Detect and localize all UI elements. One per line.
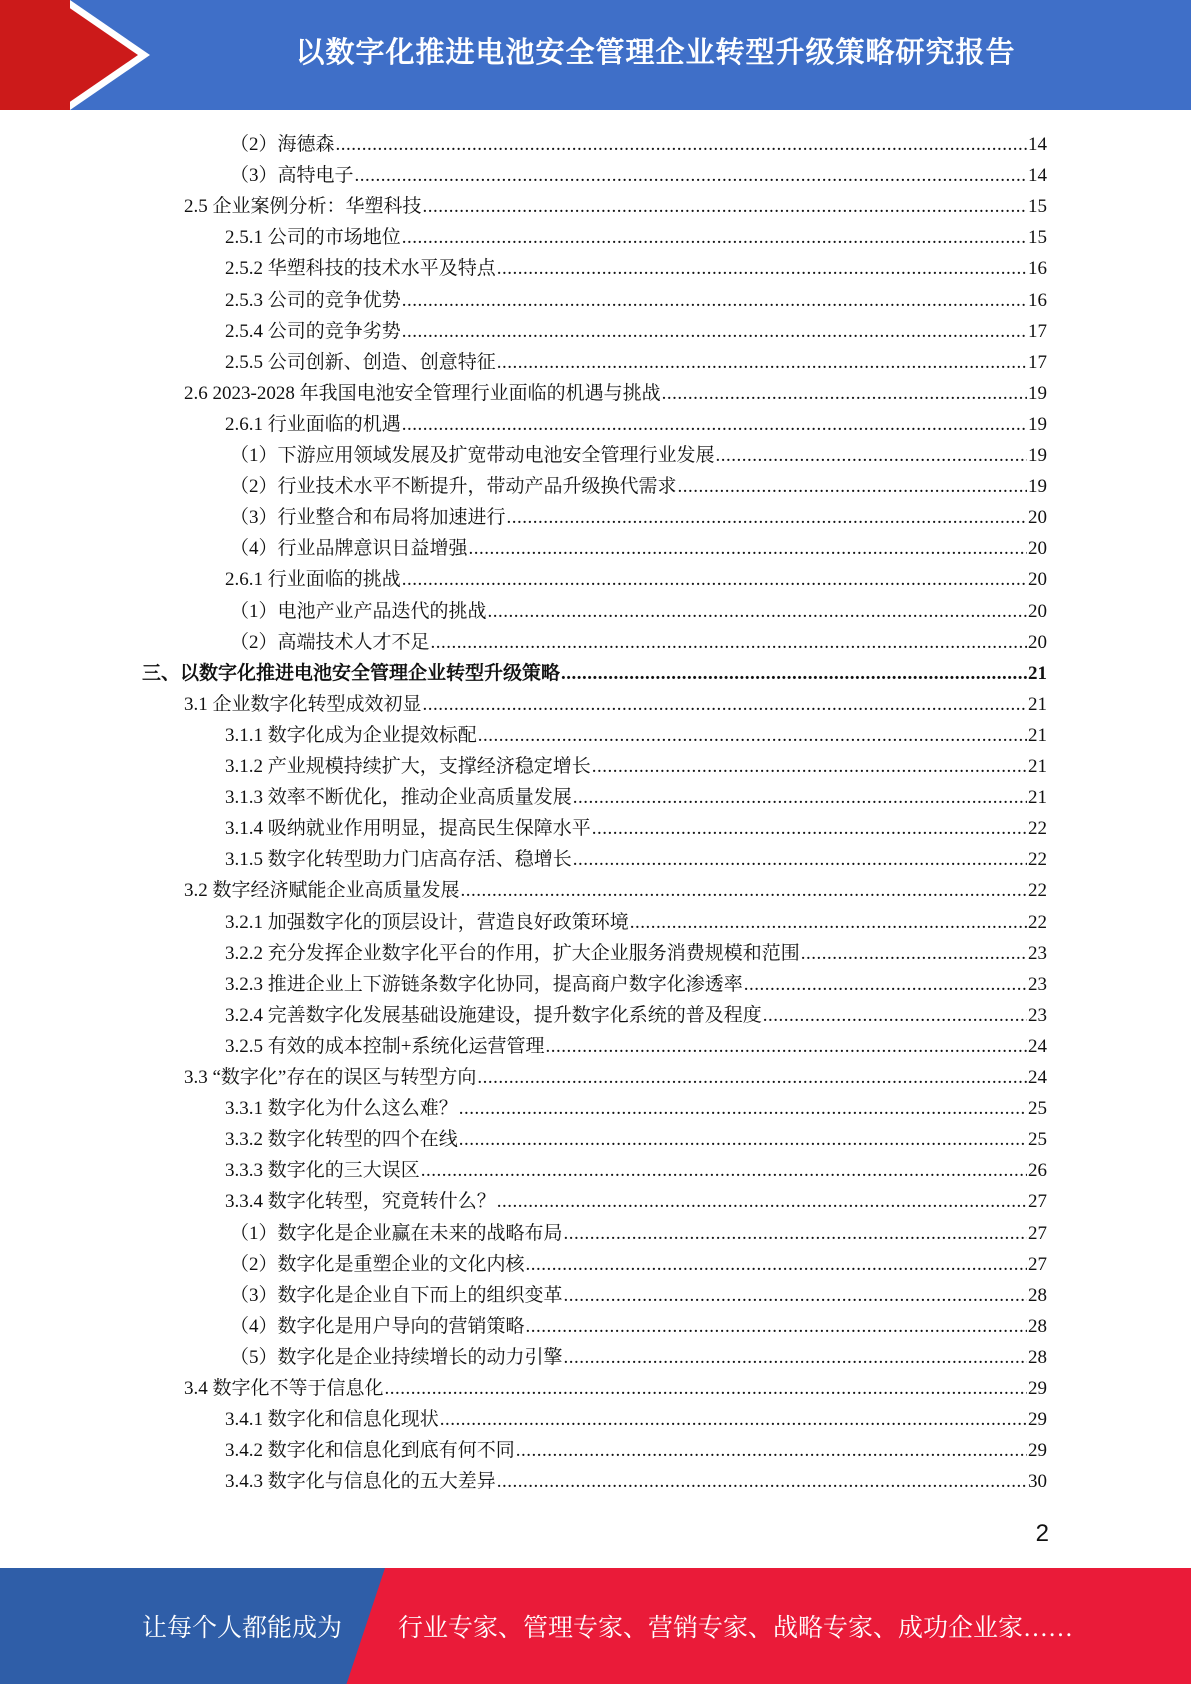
toc-entry-title: 2.5.4 公司的竞争劣势	[225, 320, 401, 342]
toc-entry-page: 28	[1028, 1346, 1047, 1368]
toc-entry[interactable]	[225, 313, 1047, 344]
toc-entry-title: 2.5 企业案例分析：华塑科技	[184, 196, 422, 218]
toc-entry-page: 14	[1028, 165, 1047, 187]
toc-entry[interactable]	[184, 1370, 1047, 1401]
toc-entry-title: 2.5.2 华塑科技的技术水平及特点	[225, 258, 496, 280]
toc-entry-title: （2）行业技术水平不断提升，带动产品升级换代需求	[230, 476, 677, 498]
toc-entry[interactable]	[230, 157, 1047, 188]
toc-entry-title: （1）数字化是企业赢在未来的战略布局	[230, 1222, 563, 1244]
toc-entry-title: （4）行业品牌意识日益增强	[230, 538, 468, 560]
toc-entry[interactable]	[230, 593, 1047, 624]
toc-entry-title: （2）高端技术人才不足	[230, 631, 430, 653]
toc-entry[interactable]	[225, 966, 1047, 997]
toc-entry-page: 20	[1028, 569, 1047, 591]
toc-entry[interactable]	[184, 375, 1047, 406]
toc-entry-page: 25	[1028, 1129, 1047, 1151]
toc-dot-leader	[459, 1128, 1027, 1152]
toc-entry-page: 27	[1028, 1222, 1047, 1244]
toc-entry[interactable]	[230, 499, 1047, 530]
toc-entry-page: 19	[1028, 413, 1047, 435]
toc-entry-page: 30	[1028, 1471, 1047, 1493]
toc-dot-leader	[497, 351, 1027, 375]
toc-dot-leader	[564, 1346, 1027, 1370]
toc-entry-page: 16	[1028, 289, 1047, 311]
toc-entry[interactable]	[184, 686, 1047, 717]
toc-dot-leader	[440, 1408, 1027, 1432]
toc-dot-leader	[564, 1222, 1027, 1246]
toc-entry[interactable]	[230, 468, 1047, 499]
toc-entry-page: 23	[1028, 942, 1047, 964]
toc-entry-title: （4）数字化是用户导向的营销策略	[230, 1315, 525, 1337]
toc-entry-title: 3.1.5 数字化转型助力门店高存活、稳增长	[225, 849, 572, 871]
toc-dot-leader	[477, 1066, 1027, 1090]
toc-dot-leader	[478, 724, 1027, 748]
toc-entry[interactable]	[230, 530, 1047, 561]
toc-entry-page: 21	[1028, 662, 1047, 684]
toc-entry-title: 3.3.1 数字化为什么这么难？	[225, 1098, 458, 1120]
toc-dot-leader	[497, 1190, 1027, 1214]
toc-entry-page: 19	[1028, 476, 1047, 498]
toc-entry-title: 3.2.1 加强数字化的顶层设计，营造良好政策环境	[225, 911, 629, 933]
toc-dot-leader	[488, 600, 1027, 624]
header-red-chevron	[58, 0, 138, 110]
toc-entry-title: （1）电池产业产品迭代的挑战	[230, 600, 487, 622]
toc-entry-title: 3.1.2 产业规模持续扩大，支撑经济稳定增长	[225, 756, 591, 777]
toc-entry-page: 20	[1028, 538, 1047, 560]
toc-entry-title: 3.2.4 完善数字化发展基础设施建设，提升数字化系统的普及程度	[225, 1004, 762, 1026]
toc-dot-leader	[431, 631, 1027, 655]
toc-dot-leader	[402, 289, 1027, 313]
report-title: 以数字化推进电池安全管理企业转型升级策略研究报告	[295, 34, 1016, 69]
toc-entry-title: 3.4 数字化不等于信息化	[184, 1378, 384, 1399]
toc-entry-title: 3.1 企业数字化转型成效初显	[184, 693, 422, 715]
toc-dot-leader	[516, 1439, 1027, 1463]
toc-entry[interactable]	[225, 779, 1047, 810]
toc-entry-page: 20	[1028, 631, 1047, 653]
toc-entry-title: 2.6.1 行业面临的挑战	[225, 569, 401, 591]
toc-entry[interactable]	[225, 1463, 1047, 1494]
toc-entry-page: 29	[1028, 1409, 1047, 1431]
toc-entry[interactable]	[230, 1277, 1047, 1308]
toc-entry-title: 3.3.4 数字化转型，究竟转什么？	[225, 1191, 496, 1213]
toc-entry[interactable]	[225, 904, 1047, 935]
toc-entry[interactable]	[230, 126, 1047, 157]
toc-dot-leader	[507, 506, 1027, 530]
toc-dot-leader	[355, 164, 1027, 188]
toc-entry-title: 2.5.5 公司创新、创造、创意特征	[225, 351, 496, 373]
toc-dot-leader	[336, 133, 1027, 157]
toc-dot-leader	[801, 942, 1027, 966]
toc-entry[interactable]	[184, 188, 1047, 219]
toc-entry-title: 3.2.3 推进企业上下游链条数字化协同，提高商户数字化渗透率	[225, 973, 743, 995]
toc-entry[interactable]	[225, 1121, 1047, 1152]
toc-entry[interactable]	[142, 655, 1047, 686]
toc-entry-title: 3.4.1 数字化和信息化现状	[225, 1409, 439, 1431]
toc-dot-leader	[461, 879, 1027, 903]
toc-entry-page: 23	[1028, 1004, 1047, 1026]
toc-dot-leader	[630, 911, 1027, 935]
toc-dot-leader	[497, 257, 1027, 281]
toc-entry-page: 28	[1028, 1284, 1047, 1306]
toc-entry[interactable]	[225, 1152, 1047, 1183]
toc-entry-title: 2.5.1 公司的市场地位	[225, 227, 401, 249]
toc-dot-leader	[716, 444, 1027, 468]
toc-dot-leader	[561, 662, 1027, 686]
toc-dot-leader	[423, 195, 1027, 219]
toc-entry-page: 22	[1028, 911, 1047, 933]
toc-entry-title: 3.3.3 数字化的三大误区	[225, 1160, 420, 1182]
toc-dot-leader	[662, 382, 1027, 406]
toc-entry-title: 3.1.3 效率不断优化，推动企业高质量发展	[225, 787, 572, 809]
toc-entry[interactable]	[225, 748, 1047, 779]
toc-entry-page: 15	[1028, 196, 1047, 218]
toc-entry[interactable]	[225, 997, 1047, 1028]
toc-entry[interactable]	[230, 1308, 1047, 1339]
toc-entry-title: 3.1.1 数字化成为企业提效标配	[225, 724, 477, 746]
toc-dot-leader	[402, 568, 1027, 592]
toc-entry[interactable]	[230, 1339, 1047, 1370]
toc-dot-leader	[744, 973, 1027, 997]
toc-entry-page: 19	[1028, 445, 1047, 466]
toc-entry[interactable]	[225, 219, 1047, 250]
page-number: 2	[1035, 1520, 1049, 1547]
toc-entry[interactable]	[225, 406, 1047, 437]
toc-dot-leader	[526, 1315, 1027, 1339]
toc-dot-leader	[526, 1253, 1027, 1277]
toc-entry-page: 24	[1028, 1035, 1047, 1057]
toc-entry-title: 2.6 2023-2028 年我国电池安全管理行业面临的机遇与挑战	[184, 382, 661, 404]
toc-entry-title: 3.4.3 数字化与信息化的五大差异	[225, 1471, 496, 1493]
toc-entry-title: 3.2 数字经济赋能企业高质量发展	[184, 880, 460, 902]
toc-entry[interactable]	[225, 841, 1047, 872]
toc-entry[interactable]	[230, 1215, 1047, 1246]
toc-dot-leader	[402, 226, 1027, 250]
toc-entry[interactable]	[225, 1090, 1047, 1121]
toc-entry[interactable]	[230, 624, 1047, 655]
toc-entry[interactable]	[225, 250, 1047, 281]
toc-entry-page: 22	[1028, 849, 1047, 871]
toc-dot-leader	[402, 413, 1027, 437]
toc-entry-title: （3）数字化是企业自下而上的组织变革	[230, 1284, 563, 1306]
toc-dot-leader	[402, 320, 1027, 344]
toc-dot-leader	[592, 755, 1027, 779]
toc-entry[interactable]	[184, 872, 1047, 903]
page-footer	[0, 1568, 1191, 1684]
toc-dot-leader	[573, 786, 1027, 810]
toc-entry-title: 3.2.5 有效的成本控制+系统化运营管理	[225, 1035, 545, 1057]
toc-entry-page: 26	[1028, 1160, 1047, 1182]
toc-dot-leader	[545, 1035, 1027, 1059]
toc-dot-leader	[564, 1284, 1027, 1308]
toc-entry-page: 27	[1028, 1191, 1047, 1213]
footer-slogan-left: 让每个人都能成为	[142, 1615, 343, 1642]
toc-entry-title: 3.2.2 充分发挥企业数字化平台的作用，扩大企业服务消费规模和范围	[225, 942, 800, 964]
toc-entry-title: （3）高特电子	[230, 165, 354, 187]
toc-entry[interactable]	[230, 437, 1047, 468]
page-header	[0, 0, 1191, 110]
toc-dot-leader	[385, 1377, 1027, 1401]
toc-entry-page: 27	[1028, 1253, 1047, 1275]
toc-entry[interactable]	[225, 1028, 1047, 1059]
toc-dot-leader	[459, 1097, 1027, 1121]
toc-entry-page: 15	[1028, 227, 1047, 249]
toc-entry-page: 14	[1028, 134, 1047, 155]
toc-entry-page: 29	[1028, 1440, 1047, 1462]
toc-dot-leader	[592, 817, 1027, 841]
toc-entry[interactable]	[225, 282, 1047, 313]
toc-entry-page: 16	[1028, 258, 1047, 280]
toc-entry-title: 3.3.2 数字化转型的四个在线	[225, 1129, 458, 1151]
toc-entry[interactable]	[225, 810, 1047, 841]
toc-entry-page: 22	[1028, 880, 1047, 902]
toc-entry-page: 17	[1028, 351, 1047, 373]
toc-entry-title: 3.3 “数字化”存在的误区与转型方向	[184, 1067, 477, 1088]
toc-entry-title: （5）数字化是企业持续增长的动力引擎	[230, 1346, 563, 1368]
toc-entry-page: 22	[1028, 818, 1047, 840]
toc-entry-page: 23	[1028, 973, 1047, 995]
toc-entry-page: 19	[1028, 382, 1047, 404]
toc-entry-page: 21	[1028, 756, 1047, 777]
toc-dot-leader	[678, 475, 1027, 499]
toc-dot-leader	[763, 1004, 1027, 1028]
toc-entry[interactable]	[184, 1059, 1047, 1090]
toc-entry-page: 20	[1028, 600, 1047, 622]
toc-entry-page: 29	[1028, 1378, 1047, 1399]
toc-entry-page: 28	[1028, 1315, 1047, 1337]
toc-entry-title: 3.4.2 数字化和信息化到底有何不同	[225, 1440, 515, 1462]
toc-entry[interactable]	[230, 1246, 1047, 1277]
toc-entry-title: （2）数字化是重塑企业的文化内核	[230, 1253, 525, 1275]
toc-entry[interactable]	[225, 935, 1047, 966]
toc-entry-page: 20	[1028, 507, 1047, 529]
footer-slogan-right: 行业专家、管理专家、营销专家、战略专家、成功企业家……	[398, 1615, 1074, 1642]
toc-entry-title: （1）下游应用领域发展及扩宽带动电池安全管理行业发展	[230, 445, 715, 466]
toc-entry-page: 21	[1028, 693, 1047, 715]
toc-entry-page: 17	[1028, 320, 1047, 342]
toc-entry[interactable]	[225, 717, 1047, 748]
toc-entry[interactable]	[225, 1401, 1047, 1432]
toc-dot-leader	[573, 848, 1027, 872]
toc-dot-leader	[423, 693, 1027, 717]
toc-entry-title: （3）行业整合和布局将加速进行	[230, 507, 506, 529]
toc-dot-leader	[497, 1470, 1027, 1494]
toc-entry-title: 3.1.4 吸纳就业作用明显，提高民生保障水平	[225, 818, 591, 840]
toc-entry[interactable]	[225, 1432, 1047, 1463]
toc-entry-page: 24	[1028, 1067, 1047, 1088]
toc-entry[interactable]	[225, 344, 1047, 375]
toc-entry-title: （2）海德森	[230, 134, 335, 155]
toc-entry-title: 2.5.3 公司的竞争优势	[225, 289, 401, 311]
toc-entry-title: 2.6.1 行业面临的机遇	[225, 413, 401, 435]
toc-entry-page: 25	[1028, 1098, 1047, 1120]
toc-dot-leader	[421, 1159, 1027, 1183]
toc-entry[interactable]	[225, 1183, 1047, 1214]
toc-entry-page: 21	[1028, 787, 1047, 809]
toc-dot-leader	[469, 537, 1027, 561]
toc-entry-page: 21	[1028, 724, 1047, 746]
toc-entry-title: 三、以数字化推进电池安全管理企业转型升级策略	[142, 662, 561, 684]
toc-entry[interactable]	[225, 561, 1047, 592]
